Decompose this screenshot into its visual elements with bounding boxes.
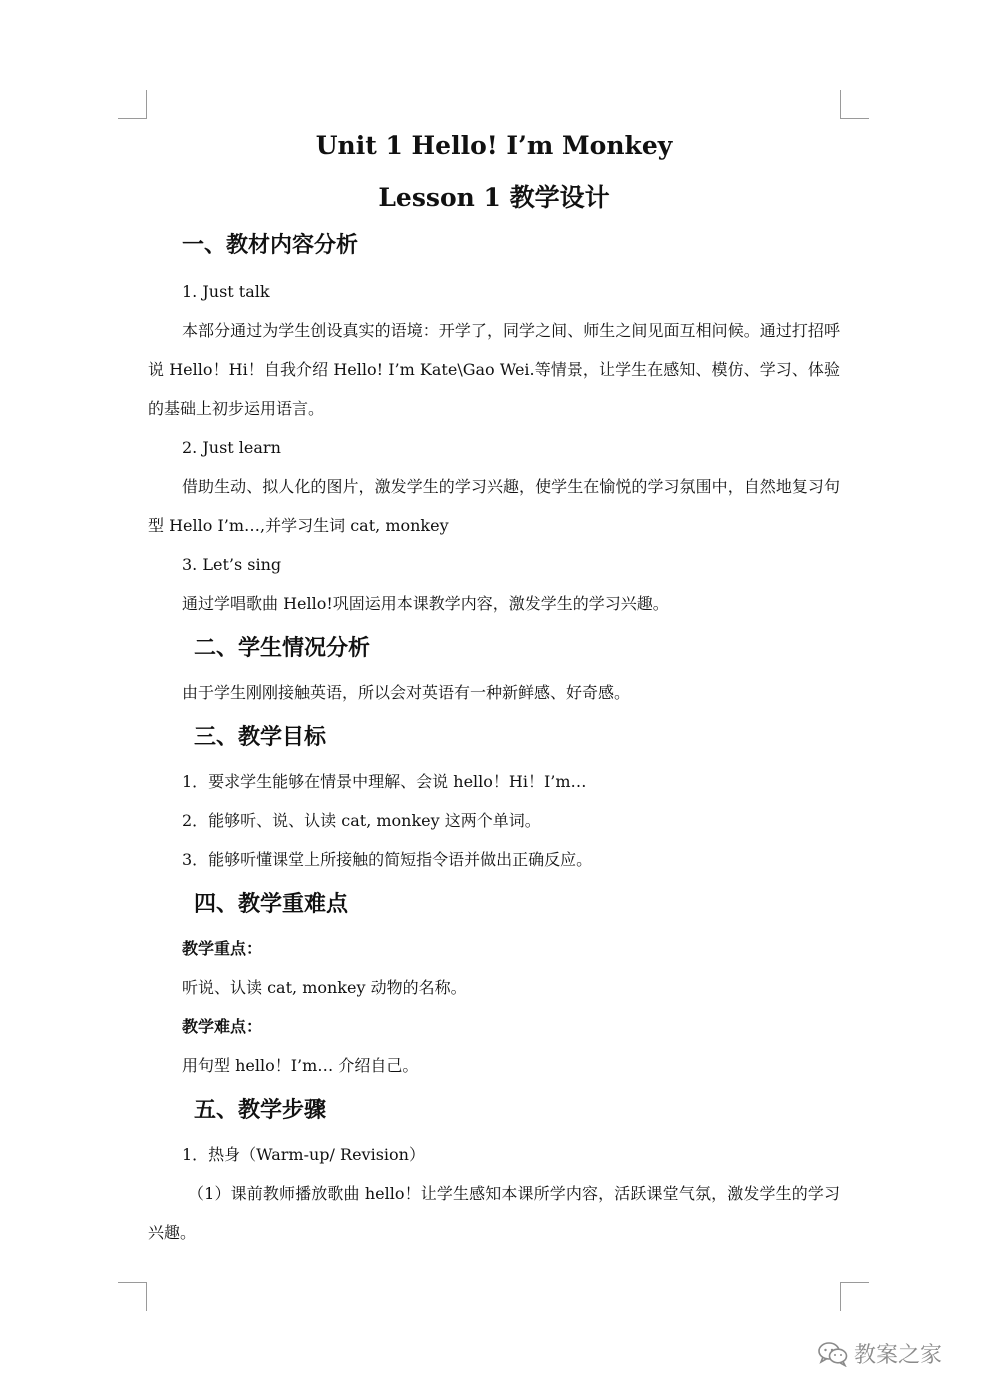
item-text-lets-sing: 通过学唱歌曲 Hello!巩固运用本课教学内容，激发学生的学习兴趣。 — [182, 594, 669, 613]
key-point-text: 听说、认读 cat, monkey 动物的名称。 — [182, 978, 467, 997]
item-label-just-learn: 2. Just learn — [182, 438, 281, 457]
watermark — [818, 1338, 942, 1369]
step-subitem-warmup-1: （1）课前教师播放歌曲 hello！让学生感知本课所学内容，活跃课堂气氛，激发学生的学习兴趣。 — [148, 1184, 840, 1242]
item-text-just-learn: 借助生动、拟人化的图片，激发学生的学习兴趣，使学生在愉悦的学习氛围中，自然地复习句型 Hello I’m…,并学习生词 cat, monkey — [148, 477, 840, 535]
section-heading-teaching-steps: 五、教学步骤 — [194, 1097, 327, 1123]
document-title: Unit 1 Hello! I’m Monkey — [315, 131, 673, 160]
goal-item: 3．能够听懂课堂上所接触的简短指令语并做出正确反应。 — [182, 850, 593, 869]
watermark-text: 教案之家 — [854, 1343, 943, 1368]
item-label-just-talk: 1. Just talk — [182, 282, 270, 301]
section-heading-key-points: 四、教学重难点 — [194, 891, 349, 917]
wechat-icon — [818, 1341, 848, 1367]
item-label-lets-sing: 3. Let’s sing — [182, 555, 282, 574]
document-subtitle: Lesson 1 教学设计 — [378, 183, 610, 212]
section-heading-student-analysis: 二、学生情况分析 — [194, 635, 371, 661]
goal-item: 2．能够听、说、认读 cat, monkey 这两个单词。 — [182, 811, 541, 830]
section-heading-textbook-analysis: 一、教材内容分析 — [182, 232, 359, 258]
page-corner-mark-bottom-right — [840, 1282, 869, 1311]
page-corner-mark-top-left — [118, 90, 147, 119]
document-page — [148, 128, 840, 1252]
section-heading-teaching-goals: 三、教学目标 — [194, 724, 327, 750]
student-analysis-text: 由于学生刚刚接触英语，所以会对英语有一种新鲜感、好奇感。 — [182, 683, 631, 702]
key-point-label: 教学重点： — [182, 939, 263, 958]
difficulty-label: 教学难点： — [182, 1017, 263, 1036]
item-text-just-talk: 本部分通过为学生创设真实的语境：开学了，同学之间、师生之间见面互相问候。通过打招呼说 Hello！Hi！自我介绍 Hello! I’m Kate\Gao Wei.等情景，让学生在感知、模仿、学习、体验的基础上初步运用语言。 — [148, 321, 840, 418]
page-corner-mark-top-right — [840, 90, 869, 119]
difficulty-text: 用句型 hello！I’m… 介绍自己。 — [182, 1056, 419, 1075]
step-item-warmup: 1．热身（Warm-up/ Revision） — [182, 1145, 425, 1164]
page-corner-mark-bottom-left — [118, 1282, 147, 1311]
goal-item: 1．要求学生能够在情景中理解、会说 hello！Hi！I’m… — [182, 772, 587, 791]
